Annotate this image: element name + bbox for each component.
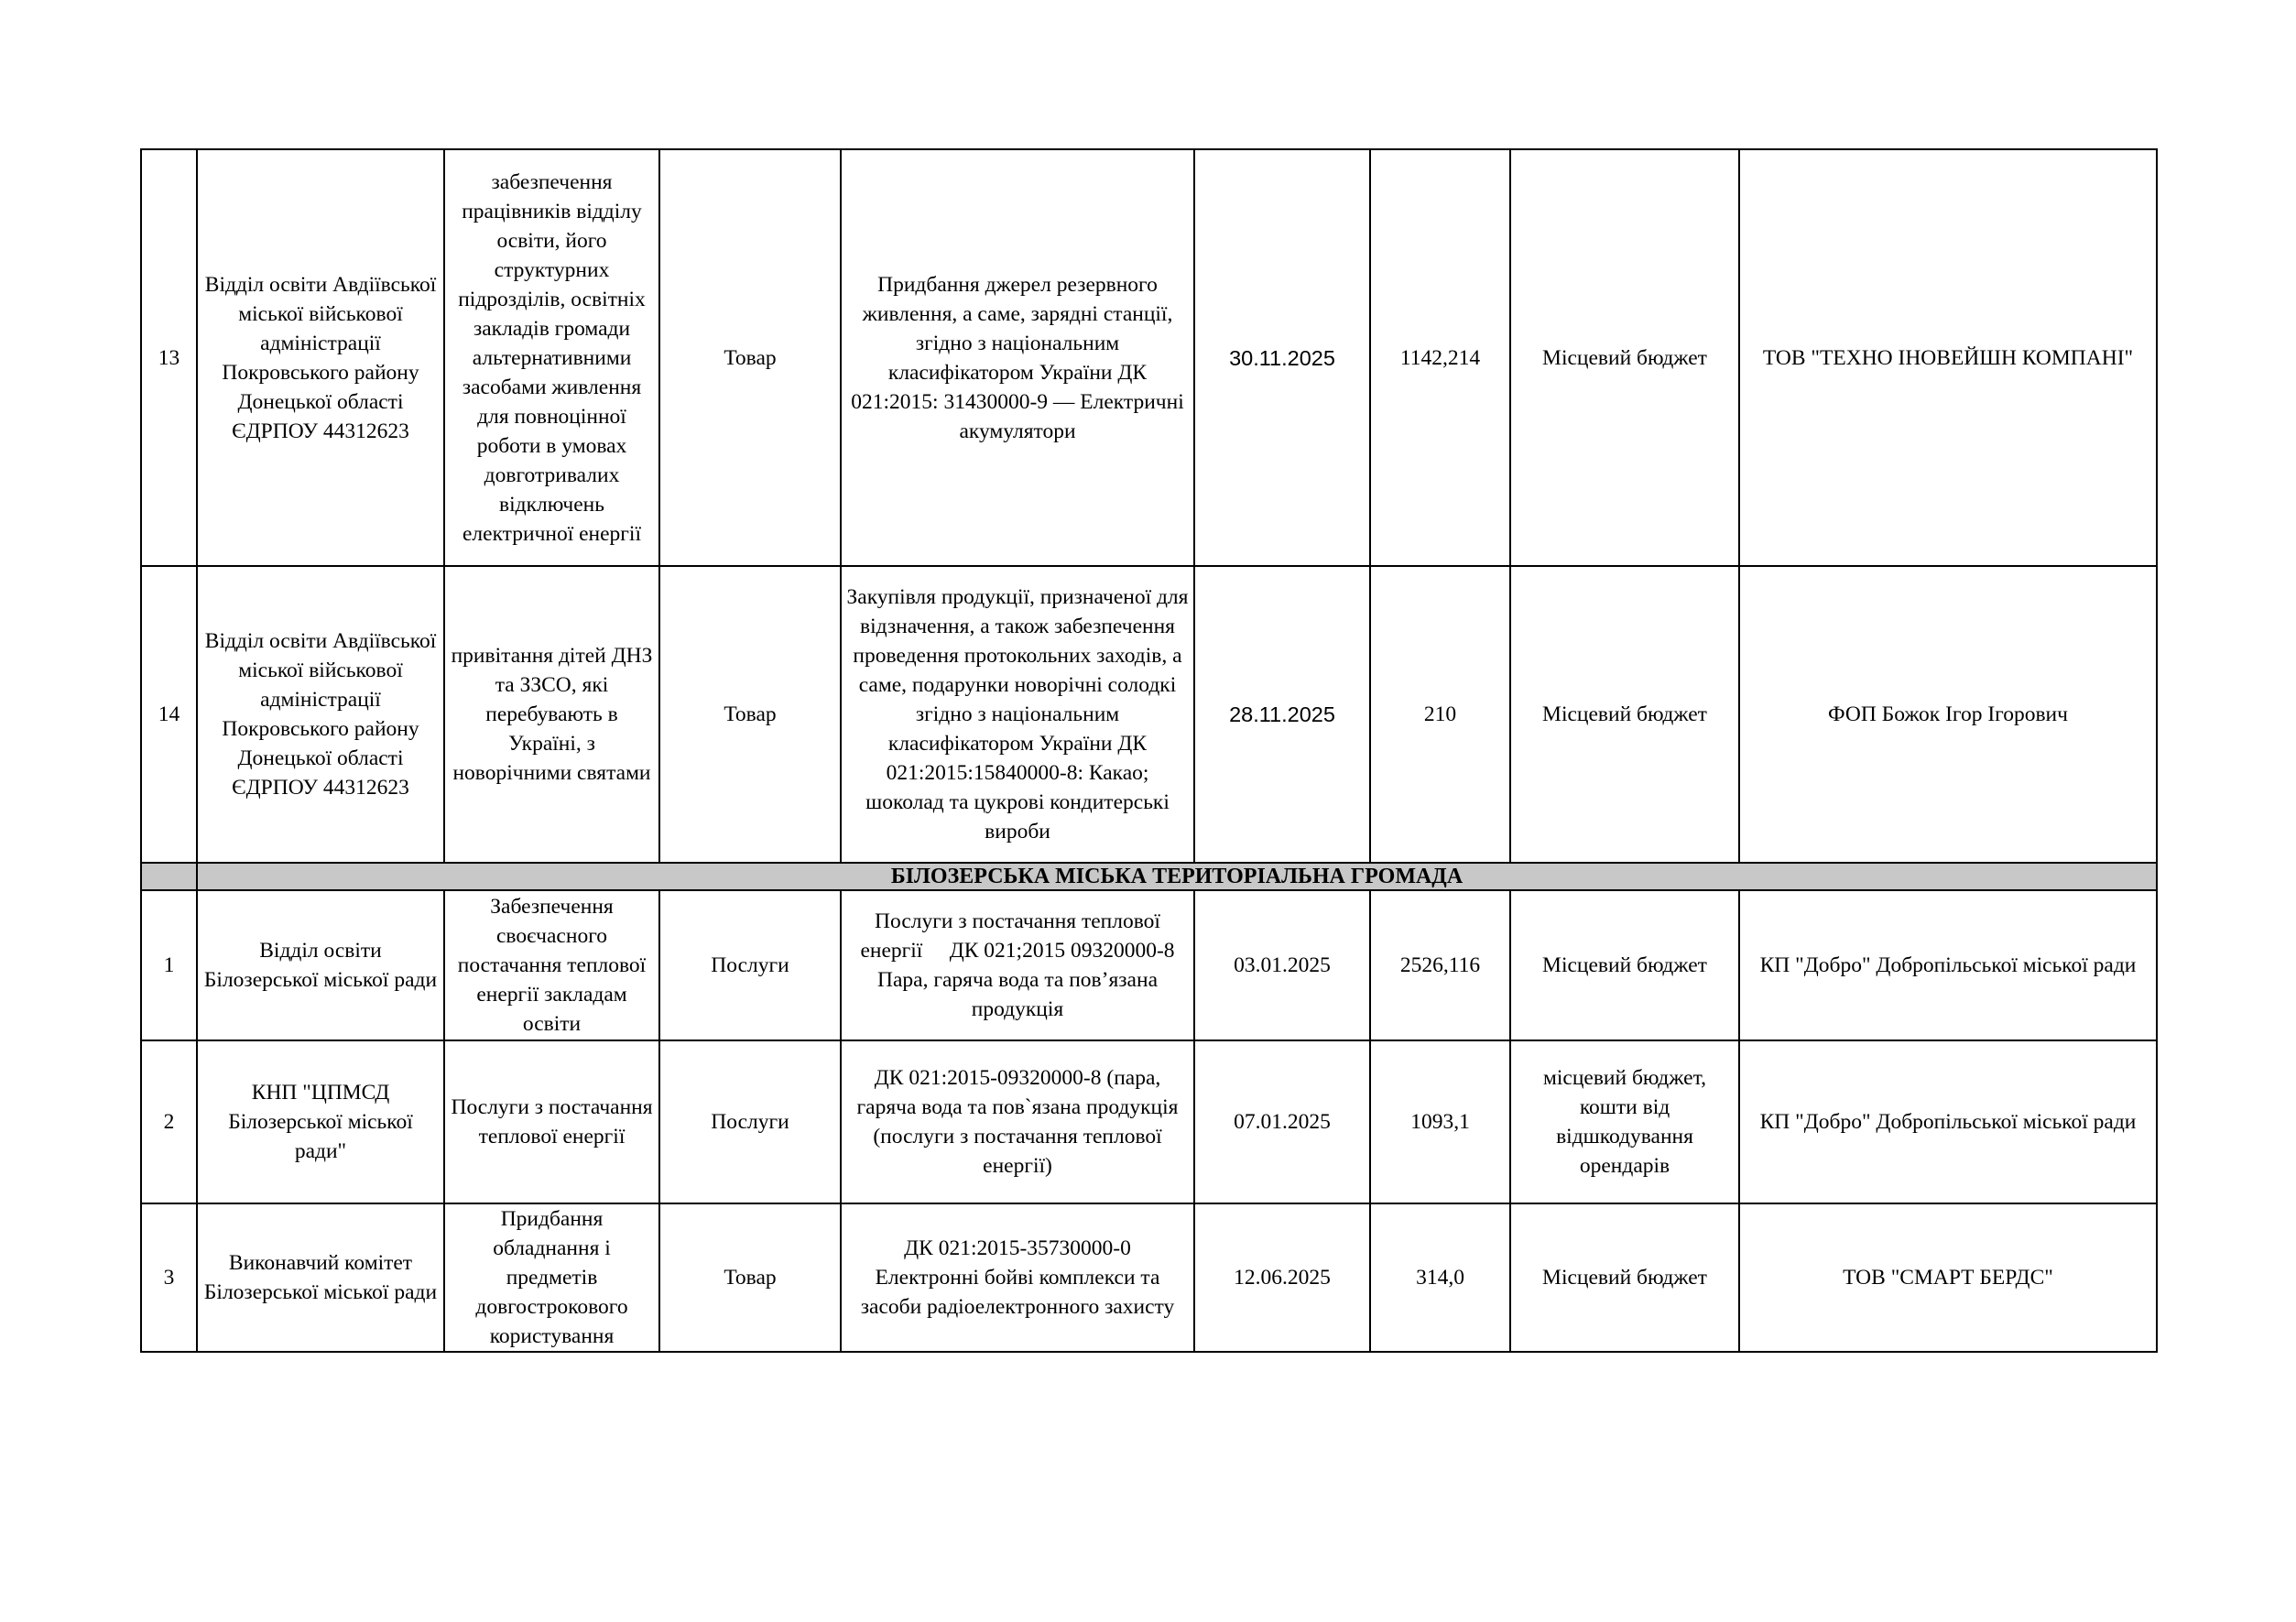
amount-cell: 1093,1	[1370, 1040, 1510, 1203]
date-cell: 30.11.2025	[1194, 149, 1370, 566]
customer-cell: Відділ освіти Авдіївської міської військової адміністрації Покровського району Донецької області ЄДРПОУ 44312623	[197, 149, 444, 566]
section-left-cell	[141, 863, 197, 890]
subject-line: Послуги з постачання теплової	[875, 909, 1160, 933]
subject-cell	[841, 1040, 1194, 1203]
date-cell: 03.01.2025	[1194, 890, 1370, 1040]
table-row	[141, 149, 2157, 566]
type-cell: Товар	[659, 1203, 841, 1352]
row-number: 13	[141, 149, 197, 566]
supplier-cell: ТОВ "ТЕХНО ІНОВЕЙШН КОМПАНІ"	[1739, 149, 2157, 566]
supplier-cell: КП "Добро" Добропільської міської ради	[1739, 890, 2157, 1040]
supplier-cell: КП "Добро" Добропільської міської ради	[1739, 1040, 2157, 1203]
subject-line: (послуги з постачання теплової енергії)	[873, 1125, 1162, 1178]
amount-cell: 1142,214	[1370, 149, 1510, 566]
source-cell: Місцевий бюджет	[1510, 566, 1739, 863]
subject-cell	[841, 1203, 1194, 1352]
type-cell: Послуги	[659, 890, 841, 1040]
row-number: 3	[141, 1203, 197, 1352]
customer-cell: Виконавчий комітет Білозерської міської ради	[197, 1203, 444, 1352]
table-row	[141, 1040, 2157, 1203]
type-cell: Послуги	[659, 1040, 841, 1203]
table-row	[141, 566, 2157, 863]
subject-line: Електронні бойві комплекси та	[875, 1266, 1160, 1290]
purpose-cell: Придбання обладнання і предметів довгострокового користування	[444, 1203, 659, 1352]
source-cell: Місцевий бюджет	[1510, 890, 1739, 1040]
purpose-cell: Забезпечення своєчасного постачання теплової енергії закладам освіти	[444, 890, 659, 1040]
table-row	[141, 890, 2157, 1040]
source-cell: Місцевий бюджет	[1510, 1203, 1739, 1352]
subject-line: Пара, гаряча вода та пов’язана продукція	[877, 968, 1158, 1021]
subject-cell: Придбання джерел резервного живлення, а саме, зарядні станції, згідно з національним класифікатором України ДК 021:2015: 31430000-9 — Електричні акумулятори	[841, 149, 1194, 566]
row-number: 2	[141, 1040, 197, 1203]
subject-line: гаряча вода та пов`язана продукція	[856, 1095, 1179, 1119]
date-cell: 12.06.2025	[1194, 1203, 1370, 1352]
amount-cell: 2526,116	[1370, 890, 1510, 1040]
procurement-table	[140, 148, 2158, 1353]
row-number: 14	[141, 566, 197, 863]
amount-cell: 210	[1370, 566, 1510, 863]
subject-cell: Закупівля продукції, призначеної для відзначення, а також забезпечення проведення протокольних заходів, а саме, подарунки новорічні солодкі згідно з національним класифікатором України ДК 021:2015:15840000-8: Какао; шоколад та цукрові кондитерські вироби	[841, 566, 1194, 863]
customer-cell: Відділ освіти Білозерської міської ради	[197, 890, 444, 1040]
type-cell: Товар	[659, 566, 841, 863]
supplier-cell: ТОВ "СМАРТ БЕРДС"	[1739, 1203, 2157, 1352]
table-row	[141, 1203, 2157, 1352]
subject-line: засоби радіоелектронного захисту	[860, 1295, 1175, 1319]
row-number: 1	[141, 890, 197, 1040]
source-cell: Місцевий бюджет	[1510, 149, 1739, 566]
date-cell: 28.11.2025	[1194, 566, 1370, 863]
subject-line: ДК 021:2015-35730000-0	[904, 1236, 1131, 1260]
source-cell: місцевий бюджет, кошти від відшкодування орендарів	[1510, 1040, 1739, 1203]
purpose-cell: привітання дітей ДНЗ та ЗЗСО, які перебувають в Україні, з новорічними святами	[444, 566, 659, 863]
subject-line: енергії ДК 021;2015 09320000-8	[860, 939, 1175, 963]
subject-cell	[841, 890, 1194, 1040]
section-title: БІЛОЗЕРСЬКА МІСЬКА ТЕРИТОРІАЛЬНА ГРОМАДА	[197, 863, 2157, 890]
purpose-cell: Послуги з постачання теплової енергії	[444, 1040, 659, 1203]
date-cell: 07.01.2025	[1194, 1040, 1370, 1203]
type-cell: Товар	[659, 149, 841, 566]
subject-line: ДК 021:2015-09320000-8 (пара,	[874, 1066, 1161, 1090]
supplier-cell: ФОП Божок Ігор Ігорович	[1739, 566, 2157, 863]
customer-cell: КНП "ЦПМСД Білозерської міської ради"	[197, 1040, 444, 1203]
customer-cell: Відділ освіти Авдіївської міської військової адміністрації Покровського району Донецької області ЄДРПОУ 44312623	[197, 566, 444, 863]
purpose-cell: забезпечення працівників відділу освіти, його структурних підрозділів, освітніх закладів громади альтернативними засобами живлення для повноцінної роботи в умовах довготривалих відключень електричної енергії	[444, 149, 659, 566]
section-header-row	[141, 863, 2157, 890]
amount-cell: 314,0	[1370, 1203, 1510, 1352]
